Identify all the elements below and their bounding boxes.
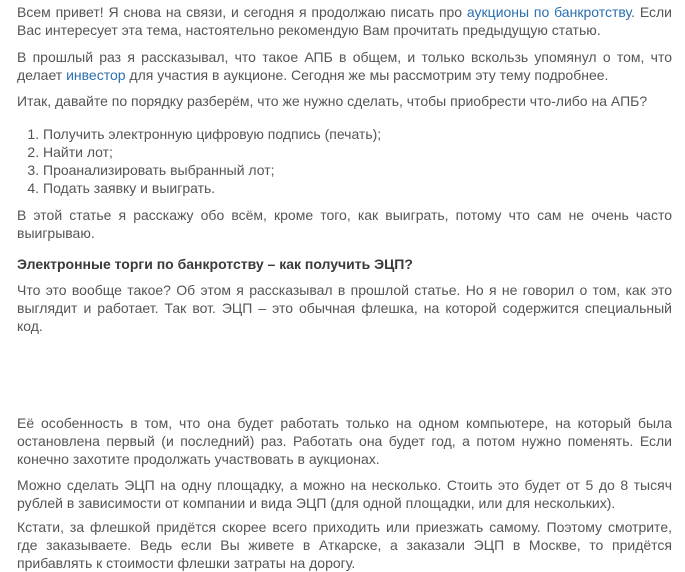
recap-paragraph: [17, 48, 672, 84]
intro-text-before: Всем привет! Я снова на связи, и сегодня я продолжаю писать про: [17, 4, 467, 20]
section-heading: Электронные торги по банкротству – как получить ЭЦП?: [17, 256, 413, 272]
feature-paragraph: Её особенность в том, что она будет работать только на одном компьютере, на который была остановлена первый (и последний) раз. Работать она будет год, а потом нужно поменять. Если конечно захотите продолжать участвовать в аукционах.: [17, 415, 672, 467]
scope-paragraph: В этой статье я расскажу обо всём, кроме того, как выиграть, потому что сам не очень часто выигрываю.: [17, 207, 672, 241]
recap-text-after: для участия в аукционе. Сегодня же мы рассмотрим эту тему подробнее.: [125, 67, 609, 83]
bankruptcy-auctions-link[interactable]: аукционы по банкротству: [466, 4, 632, 20]
list-item: 4. Подать заявку и выиграть.: [43, 179, 672, 197]
what-is-paragraph: Что это вообще такое? Об этом я рассказывал в прошлой статье. Но я не говорил о том, как это выглядит и работает. Так вот. ЭЦП – это обычная флешка, на которой содержится специальный код.: [17, 282, 672, 334]
lead-in-paragraph: Итак, давайте по порядку разберём, что же нужно сделать, чтобы приобрести что-либо на АПБ?: [17, 93, 648, 109]
list-item: 3. Проанализировать выбранный лот;: [43, 161, 672, 179]
list-item: 1. Получить электронную цифровую подпись (печать);: [43, 125, 672, 143]
intro-text-after: . Если Вас интересует эта тема, настоятельно рекомендую Вам прочитать предыдущую статью.: [17, 4, 672, 38]
recap-text-before: В прошлый раз я рассказывал, что такое АПБ в общем, и только вскользь упомянул о том, что делает: [17, 49, 672, 83]
cost-paragraph: Можно сделать ЭЦП на одну площадку, а можно на несколько. Стоить это будет от 5 до 8 тысяч рублей в зависимости от компании и вида ЭЦП (для одной площадки, или для нескольких).: [17, 477, 672, 511]
list-item: 2. Найти лот;: [43, 143, 672, 161]
delivery-paragraph: Кстати, за флешкой придётся скорее всего приходить или приезжать самому. Поэтому смотрите, где заказываете. Ведь если Вы живете в Аткарске, а заказали ЭЦП в Москве, то придётся прибавлять к стоимости флешки затраты на дорогу.: [17, 519, 672, 571]
investor-link[interactable]: инвестор: [66, 67, 126, 83]
steps-list: [17, 125, 672, 197]
image-placeholder: [17, 330, 672, 410]
intro-paragraph: [17, 3, 672, 39]
